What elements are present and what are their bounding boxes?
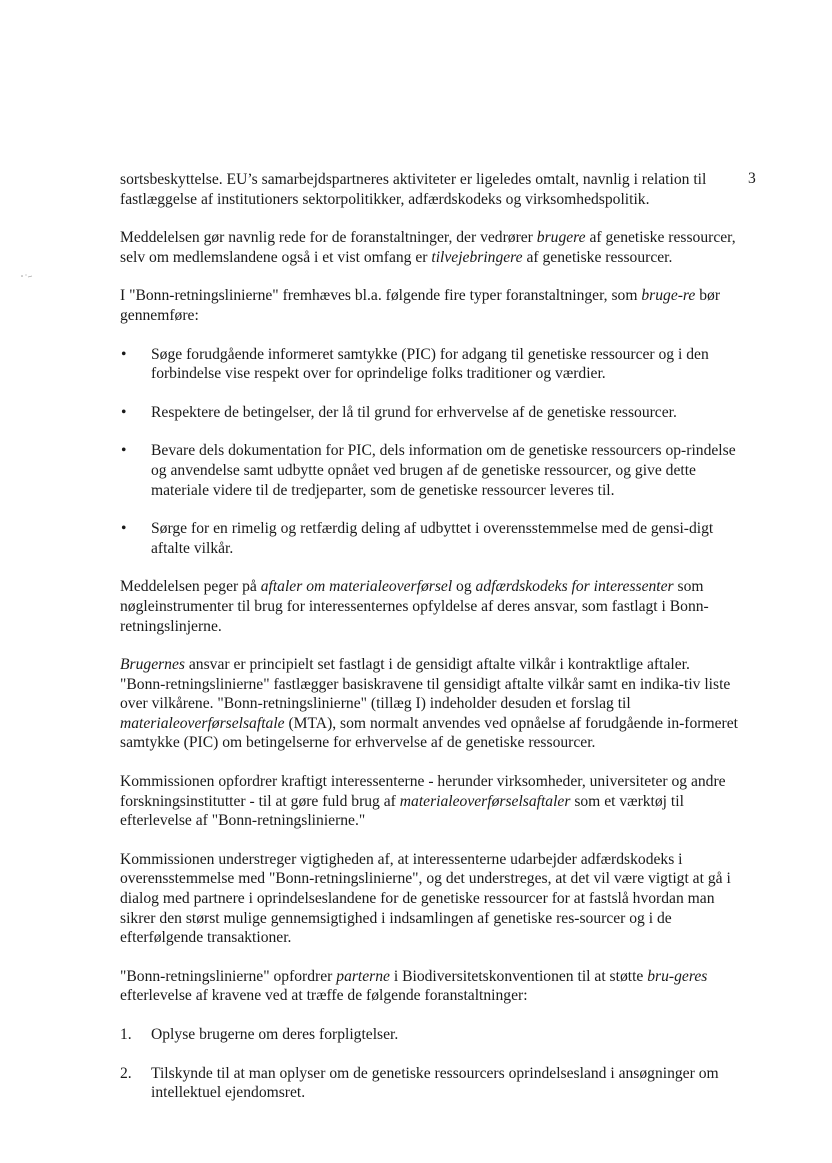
list-item: 2. Tilskynde til at man oplyser om de genetiske ressourcers oprindelsesland i ansøgninger om intellektuel ejendomsret. <box>120 1064 719 1102</box>
list-item: • Søge forudgående informeret samtykke (PIC) for adgang til genetiske ressourcer og i den forbindelse vise respekt over for oprindelige folks traditioner og værdier. <box>121 345 709 383</box>
bullet-marker: • <box>121 442 127 460</box>
numbered-list <box>120 1025 738 1103</box>
paragraph-7: Kommissionen understreger vigtigheden af, at interessenterne udarbejder adfærdskodeks i overensstemmelse med "Bonn-retningslinierne", og det understreges, at det vil være vigtigt at gå i dialog med partnere i oprindelseslandene for de genetiske ressourcer for at fastslå hvordan man sikrer den størst mulige gennemsigtighed i indsamlingen af genetiske res-sourcer og i de efterfølgende transaktioner. <box>120 850 731 947</box>
bullet-marker: • <box>121 403 127 421</box>
number-marker: 2. <box>120 1064 132 1082</box>
list-item: • Sørge for en rimelig og retfærdig deling af udbyttet i overensstemmelse med de gensi-digt aftalte vilkår. <box>121 520 714 557</box>
page-number: 3 <box>748 170 756 187</box>
paragraph-5: Brugernes ansvar er principielt set fastlagt i de gensidigt aftalte vilkår i kontraktlige aftaler. "Bonn-retningslinierne" fastlægger basiskravene til gensidigt aftalte vilkår samt en indika-tiv liste over vilkårene. "Bonn-retningslinierne" (tillæg I) indeholder desuden et forslag til materialeoverførselsaftale (MTA), som normalt anvendes ved opnåelse af forudgående in-formeret samtykke (PIC) om betingelserne for erhvervelse af de genetiske ressourcer. <box>120 656 738 752</box>
paragraph-1: sortsbeskyttelse. EU’s samarbejdspartneres aktiviteter er ligeledes omtalt, navnlig i relation til fastlæggelse af institutioners sektorpolitikker, adfærdskodeks og virksomhedspolitik. <box>120 171 707 208</box>
paragraph-3: I "Bonn-retningslinierne" fremhæves bl.a. følgende fire typer foranstaltninger, som bruge-re bør gennemføre: <box>120 287 721 324</box>
paragraph-6: Kommissionen opfordrer kraftigt interessenterne - herunder virksomheder, universiteter og andre forskningsinstitutter - til at gøre fuld brug af materialeoverførselsaftaler som et værktøj til efterlevelse af "Bonn-retningslinierne." <box>120 773 726 830</box>
list-item: 1. Oplyse brugerne om deres forpligtelser. <box>120 1026 399 1043</box>
bullet-list <box>120 345 738 559</box>
paragraph-2: Meddelelsen gør navnlig rede for de foranstaltninger, der vedrører brugere af genetiske ressourcer, selv om medlemslandene også i et vist omfang er tilvejebringere af genetiske ressourcer. <box>120 229 736 266</box>
number-marker: 1. <box>120 1026 132 1043</box>
paragraph-8: "Bonn-retningslinierne" opfordrer parterne i Biodiversitetskonventionen til at støtte bru-geres efterlevelse af kravene ved at træffe de følgende foranstaltninger: <box>120 967 708 1005</box>
scan-artifact <box>20 266 34 272</box>
bullet-marker: • <box>121 345 127 363</box>
bullet-marker: • <box>121 520 127 538</box>
paragraph-4: Meddelelsen peger på aftaler om materialeoverførsel og adfærdskodeks for interessenter som nøgleinstrumenter til brug for interessenternes opfyldelse af deres ansvar, som fastlagt i Bonn-retningslinjerne. <box>120 578 709 635</box>
document-body <box>120 170 738 1122</box>
list-item: • Respektere de betingelser, der lå til grund for erhvervelse af de genetiske ressourcer. <box>121 403 677 421</box>
list-item: • Bevare dels dokumentation for PIC, dels information om de genetiske ressourcers op-rindelse og anvendelse samt udbytte opnået ved brugen af de genetiske ressourcer, og give dette materiale videre til de tredjeparter, som de genetiske ressourcer leveres til. <box>121 442 736 499</box>
